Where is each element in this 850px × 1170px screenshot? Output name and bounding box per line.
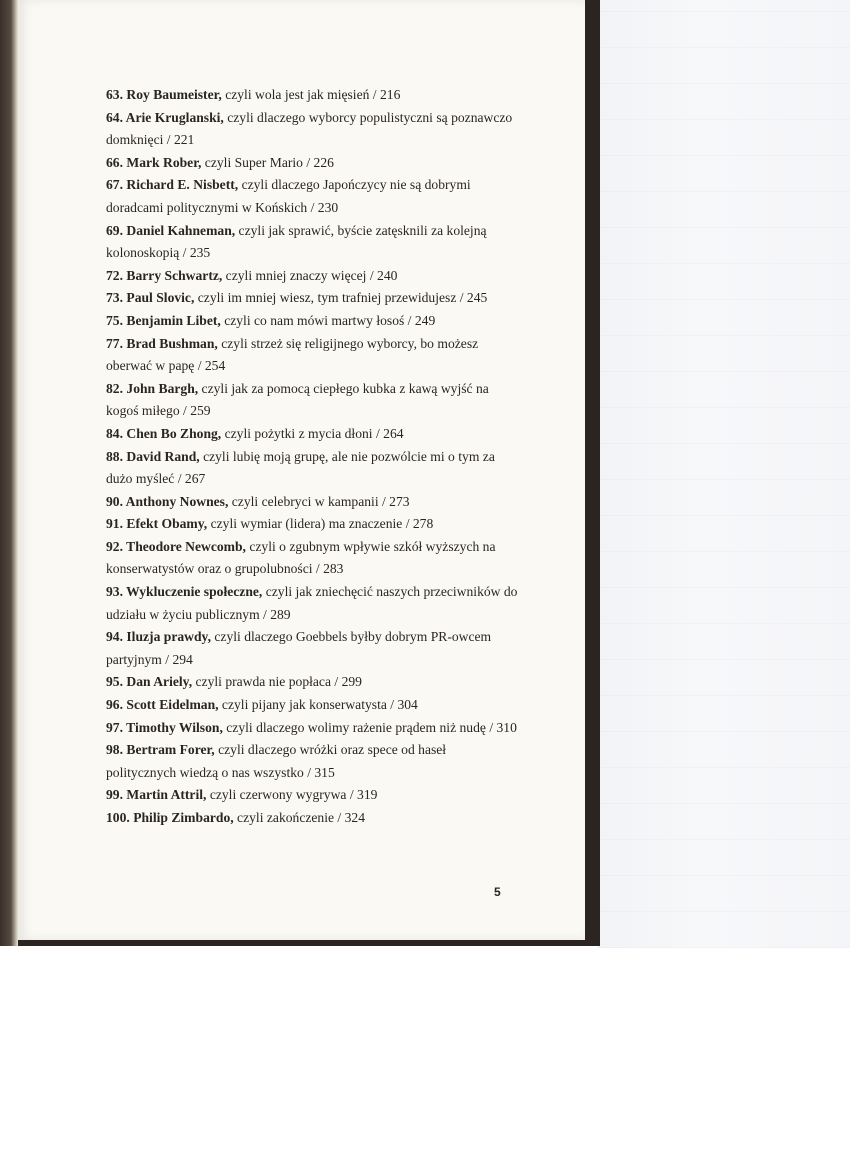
- toc-entry: [106, 626, 518, 671]
- toc-entry-description: czyli jak zniechęcić naszych przeciwników do udziału w życiu publicznym / 289: [106, 584, 518, 622]
- toc-entry-description: czyli jak sprawić, byście zatęsknili za kolejną kolonoskopią / 235: [106, 222, 487, 261]
- toc-entry-title: 84. Chen Bo Zhong,: [106, 425, 222, 441]
- toc-entry-title: 93. Wykluczenie społeczne,: [106, 584, 263, 600]
- toc-entry-description: czyli dlaczego wróżki oraz spece od haseł politycznych wiedzą o nas wszystko / 315: [106, 742, 447, 780]
- toc-entry: [106, 671, 518, 694]
- toc-entry-title: 92. Theodore Newcomb,: [106, 538, 246, 554]
- toc-entry: [106, 423, 518, 446]
- toc-entry-description: czyli pożytki z mycia dłoni / 264: [221, 425, 404, 441]
- toc-entry-title: 66. Mark Rober,: [106, 154, 202, 170]
- toc-entry-title: 95. Dan Ariely,: [106, 674, 193, 690]
- toc-entry-description: czyli celebryci w kampanii / 273: [228, 493, 410, 509]
- toc-entry-title: 75. Benjamin Libet,: [106, 312, 221, 328]
- toc-entry-description: czyli dlaczego Goebbels byłby dobrym PR-owcem partyjnym / 294: [106, 629, 492, 667]
- toc-entry-title: 73. Paul Slovic,: [106, 290, 195, 306]
- toc-entry-description: czyli dlaczego wolimy rażenie prądem niż nudę / 310: [222, 719, 517, 735]
- page-number: 5: [494, 885, 501, 899]
- toc-entry: [106, 107, 518, 152]
- toc-entry-description: czyli wola jest jak mięsień / 216: [221, 87, 401, 102]
- toc-entry-description: czyli wymiar (lidera) ma znaczenie / 278: [207, 516, 434, 532]
- toc-entry-title: 77. Brad Bushman,: [106, 335, 218, 351]
- toc-entry-title: 63. Roy Baumeister,: [106, 87, 222, 102]
- toc-entry-title: 96. Scott Eidelman,: [106, 697, 219, 713]
- toc-entry-description: czyli zakończenie / 324: [233, 810, 366, 825]
- toc-entry-title: 94. Iluzja prawdy,: [106, 629, 211, 645]
- toc-entry-description: czyli dlaczego Japończycy nie są dobrymi doradcami politycznymi w Końskich / 230: [106, 177, 471, 215]
- toc-entry-title: 90. Anthony Nownes,: [106, 493, 229, 509]
- toc-entry: [106, 513, 518, 536]
- toc-entry-title: 97. Timothy Wilson,: [106, 719, 223, 735]
- toc-entry: [106, 694, 518, 717]
- toc-entry: [106, 310, 518, 333]
- toc-entry-description: czyli czerwony wygrywa / 319: [206, 787, 378, 803]
- toc-entry-title: 91. Efekt Obamy,: [106, 516, 208, 532]
- toc-entry: [106, 265, 518, 288]
- toc-entry: [106, 333, 518, 378]
- toc-entry-title: 72. Barry Schwartz,: [106, 267, 223, 283]
- toc-entry: [106, 174, 518, 219]
- toc-entry: [106, 536, 518, 581]
- toc-entry-title: 98. Bertram Forer,: [106, 742, 215, 758]
- toc-entry-description: czyli Super Mario / 226: [201, 154, 334, 170]
- toc-entry-description: czyli strzeż się religijnego wyborcy, bo możesz oberwać w papę / 254: [106, 335, 479, 374]
- toc-entry-title: 88. David Rand,: [106, 448, 200, 464]
- toc-entry-title: 67. Richard E. Nisbett,: [106, 177, 239, 193]
- toc-entry-description: czyli lubię moją grupę, ale nie pozwólcie mi o tym za dużo myśleć / 267: [106, 448, 495, 487]
- toc-entry: [106, 84, 518, 107]
- toc-entry: [106, 287, 518, 310]
- toc-entry-title: 69. Daniel Kahneman,: [106, 222, 236, 238]
- toc-entry-title: 82. John Bargh,: [106, 380, 199, 396]
- table-of-contents: [106, 84, 518, 830]
- toc-entry: [106, 378, 518, 423]
- toc-entry: [106, 220, 518, 265]
- toc-entry-description: czyli jak za pomocą ciepłego kubka z kawą wyjść na kogoś miłego / 259: [106, 380, 489, 419]
- toc-entry: [106, 491, 518, 514]
- toc-entry-description: czyli dlaczego wyborcy populistyczni są poznawczo domknięci / 221: [106, 109, 513, 148]
- toc-entry-title: 64. Arie Kruglanski,: [106, 109, 224, 125]
- toc-entry-description: czyli mniej znaczy więcej / 240: [222, 267, 398, 283]
- toc-entry-title: 100. Philip Zimbardo,: [106, 810, 234, 825]
- toc-entry-description: czyli co nam mówi martwy łosoś / 249: [220, 312, 436, 328]
- toc-entry-description: czyli im mniej wiesz, tym trafniej przewidujesz / 245: [194, 290, 488, 306]
- page-binding-edge: [0, 0, 18, 946]
- toc-entry: [106, 784, 518, 807]
- toc-entry: [106, 739, 518, 784]
- toc-entry: [106, 807, 518, 830]
- toc-entry-title: 99. Martin Attril,: [106, 787, 207, 803]
- toc-entry-description: czyli prawda nie popłaca / 299: [192, 674, 362, 690]
- toc-entry-description: czyli o zgubnym wpływie szkół wyższych na konserwatystów oraz o grupolubności / 283: [106, 538, 496, 577]
- toc-entry: [106, 152, 518, 175]
- toc-entry: [106, 446, 518, 491]
- toc-entry: [106, 717, 518, 740]
- scanner-background: [598, 0, 850, 948]
- toc-entry-description: czyli pijany jak konserwatysta / 304: [218, 697, 418, 713]
- toc-entry: [106, 581, 518, 626]
